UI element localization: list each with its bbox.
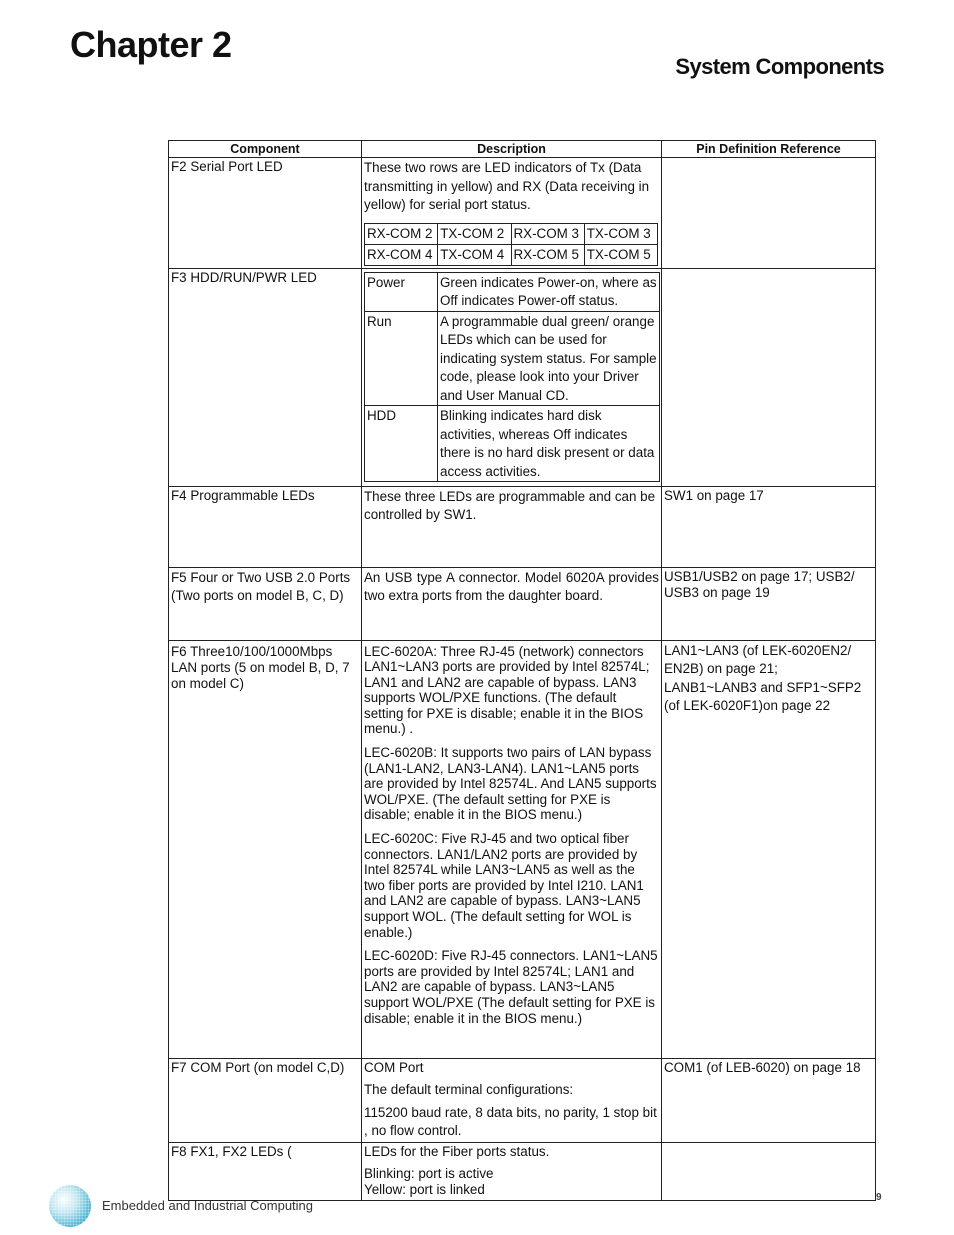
table-row xyxy=(169,268,876,486)
led-label: TX-COM 5 xyxy=(584,244,657,265)
com-port-config-label: The default terminal configurations: xyxy=(364,1081,574,1097)
component-cell: F7 COM Port (on model C,D) xyxy=(169,1058,362,1142)
table-row xyxy=(169,567,876,640)
table-row xyxy=(169,1058,876,1142)
led-label: RX-COM 4 xyxy=(365,244,438,265)
component-cell: F6 Three10/100/1000Mbps LAN ports (5 on model B, D, 7 on model C) xyxy=(169,640,362,1058)
led-description: Blinking indicates hard disk activities, whereas Off indicates there is no hard disk present or data access activities. xyxy=(438,406,660,482)
led-label: TX-COM 3 xyxy=(584,223,657,244)
table-row xyxy=(169,640,876,1058)
company-logo-icon xyxy=(48,1184,92,1228)
led-name: Power xyxy=(365,272,438,311)
col-header-description: Description xyxy=(362,141,662,158)
led-label: TX-COM 2 xyxy=(438,223,511,244)
led-grid-row xyxy=(365,244,658,265)
component-cell: F5 Four or Two USB 2.0 Ports (Two ports on model B, C, D) xyxy=(169,567,362,640)
led-label: RX-COM 2 xyxy=(365,223,438,244)
table-header-row xyxy=(169,141,876,158)
led-label: TX-COM 4 xyxy=(438,244,511,265)
model-c-paragraph: LEC-6020C: Five RJ-45 and two optical fiber connectors. LAN1/LAN2 ports are provided by Intel 82574L while LAN3~LAN5 as well as the two fiber ports are provided by Intel I210. LAN1 and LAN2 are capable of bypass. LAN3~LAN5 support WOL. (The default setting for WOL is enable.) xyxy=(364,831,644,940)
page-number: 9 xyxy=(876,1192,882,1203)
model-b-paragraph: LEC-6020B: It supports two pairs of LAN bypass (LAN1-LAN2, LAN3-LAN4). LAN1~LAN5 ports are provided by Intel 82574L. And LAN5 supports WOL/PXE. (The default setting for PXE is disable; enable it in the BIOS menu.) xyxy=(364,745,657,823)
description-cell xyxy=(362,640,662,1058)
led-row-run xyxy=(365,311,660,406)
reference-cell: USB1/USB2 on page 17; USB2/ USB3 on page 19 xyxy=(662,567,876,640)
com-port-config-value: 115200 baud rate, 8 data bits, no parity, 1 stop bit , no flow control. xyxy=(364,1104,657,1138)
led-row-hdd xyxy=(365,406,660,482)
model-d-paragraph: LEC-6020D: Five RJ-45 connectors. LAN1~LAN5 ports are provided by Intel 82574L; LAN1 and LAN2 are capable of bypass. LAN3~LAN5 support WOL/PXE (The default setting for PXE is disable; enable it in the BIOS menu.) xyxy=(364,948,658,1026)
component-cell: F2 Serial Port LED xyxy=(169,158,362,269)
col-header-component: Component xyxy=(169,141,362,158)
reference-cell: COM1 (of LEB-6020) on page 18 xyxy=(662,1058,876,1142)
led-name: HDD xyxy=(365,406,438,482)
led-label: RX-COM 5 xyxy=(511,244,584,265)
description-text: These two rows are LED indicators of Tx (Data transmitting in yellow) and RX (Data receiving in yellow) for serial port status. xyxy=(364,160,650,212)
reference-cell xyxy=(662,1142,876,1200)
components-table xyxy=(168,140,876,1201)
description-cell xyxy=(362,1058,662,1142)
status-led-table xyxy=(364,272,660,483)
led-grid-row xyxy=(365,223,658,244)
description-cell xyxy=(362,158,662,269)
table-row xyxy=(169,158,876,269)
reference-lan-b: LANB1~LANB3 and SFP1~SFP2 (of LEK-6020F1)on page 22 xyxy=(664,679,862,713)
description-cell xyxy=(362,1142,662,1200)
led-row-power xyxy=(365,272,660,311)
description-cell xyxy=(362,268,662,486)
led-description: A programmable dual green/ orange LEDs which can be used for indicating system status. For sample code, please look into your Driver and User Manual CD. xyxy=(438,311,660,406)
reference-cell xyxy=(662,268,876,486)
footer-tagline: Embedded and Industrial Computing xyxy=(102,1198,314,1213)
component-cell: F4 Programmable LEDs xyxy=(169,486,362,567)
reference-cell xyxy=(662,640,876,1058)
chapter-title: Chapter 2 xyxy=(70,24,232,65)
reference-cell xyxy=(662,158,876,269)
col-header-reference: Pin Definition Reference xyxy=(662,141,876,158)
reference-lan-a: LAN1~LAN3 (of LEK-6020EN2/ EN2B) on page 21; xyxy=(664,642,852,676)
reference-cell: SW1 on page 17 xyxy=(662,486,876,567)
component-cell: F8 FX1, FX2 LEDs ( xyxy=(169,1142,362,1200)
com-port-title: COM Port xyxy=(364,1059,424,1075)
description-cell: An USB type A connector. Model 6020A provides two extra ports from the daughter board. xyxy=(362,567,662,640)
serial-led-grid xyxy=(364,223,658,266)
fiber-led-description: LEDs for the Fiber ports status. xyxy=(364,1143,550,1159)
table-row xyxy=(169,1142,876,1200)
led-name: Run xyxy=(365,311,438,406)
led-description: Green indicates Power-on, where as Off indicates Power-off status. xyxy=(438,272,660,311)
table-row xyxy=(169,486,876,567)
section-title: System Components xyxy=(675,54,884,79)
model-a-paragraph: LEC-6020A: Three RJ-45 (network) connectors LAN1~LAN3 ports are provided by Intel 82574L; LAN1 and LAN2 are capable of bypass. LAN3 supports WOL/PXE functions. (The default setting for PXE is disable; enable it in the BIOS menu.) . xyxy=(364,643,650,737)
fiber-led-yellow: Yellow: port is linked xyxy=(364,1181,485,1197)
fiber-led-blinking: Blinking: port is active xyxy=(364,1165,494,1181)
description-cell: These three LEDs are programmable and can be controlled by SW1. xyxy=(362,486,662,567)
led-label: RX-COM 3 xyxy=(511,223,584,244)
component-cell: F3 HDD/RUN/PWR LED xyxy=(169,268,362,486)
